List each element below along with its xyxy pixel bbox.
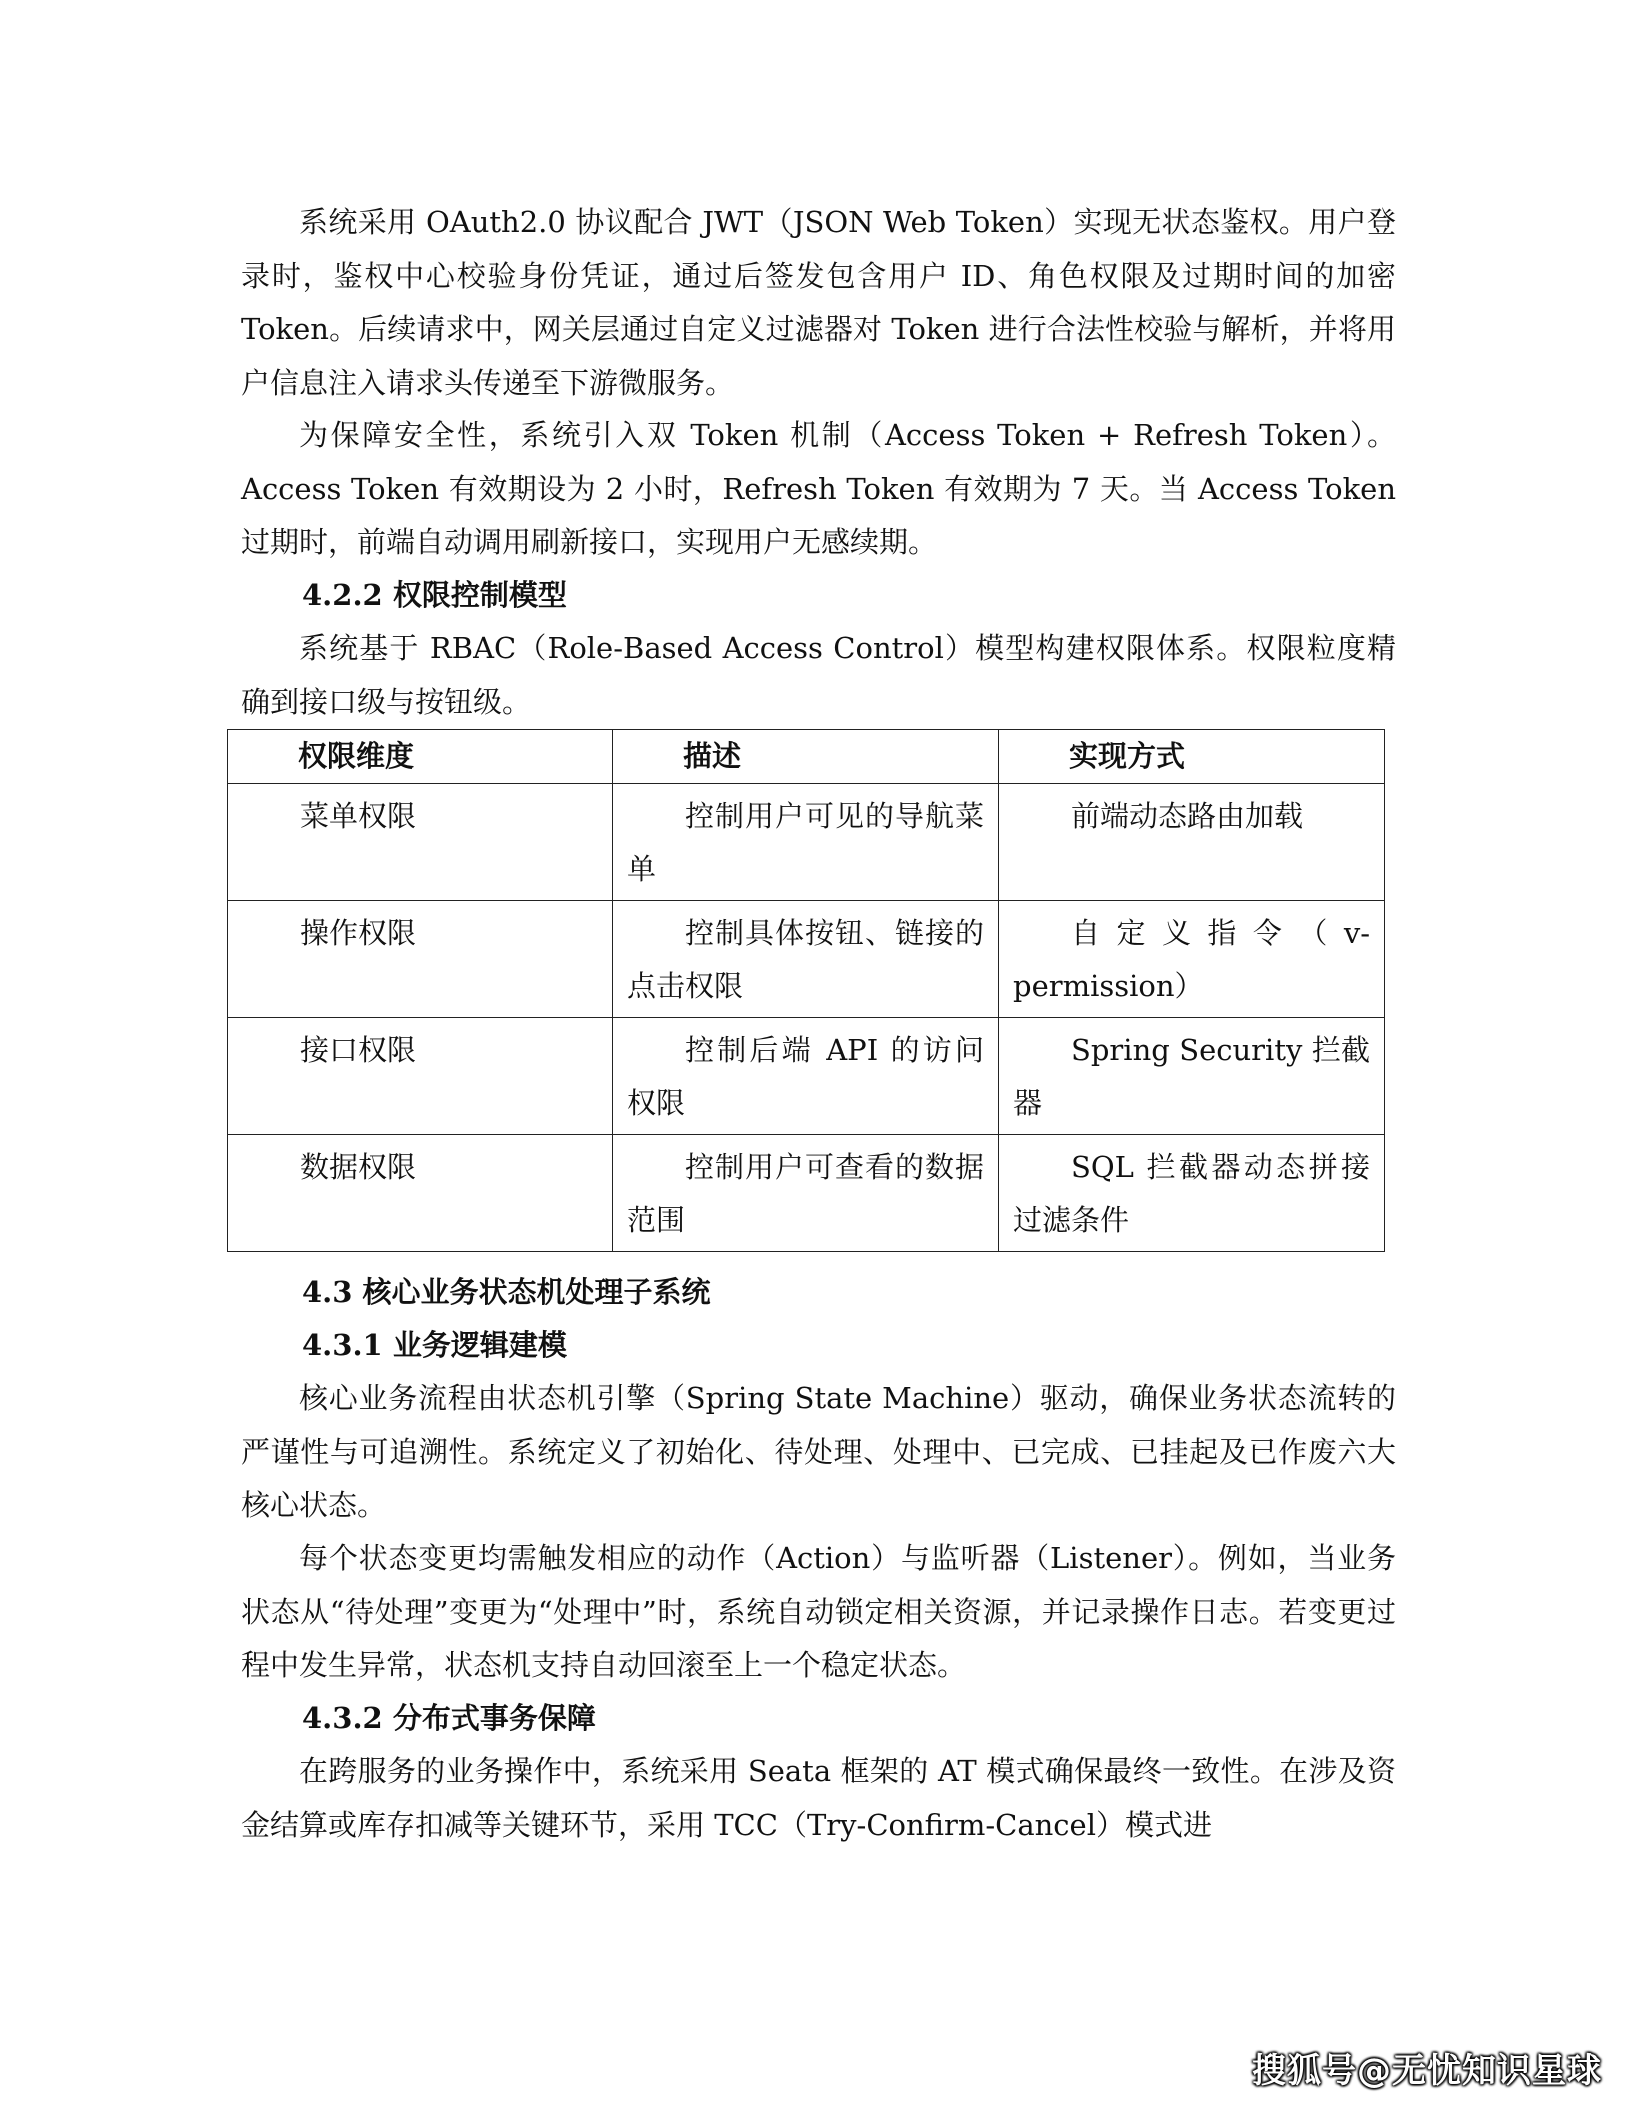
table-cell: 控制用户可见的导航菜单 [613, 784, 999, 901]
table-row [228, 901, 1385, 1018]
heading-4-3-2: 4.3.2 分布式事务保障 [302, 1701, 596, 1735]
table-header-cell: 描述 [613, 730, 999, 784]
table-cell: 数据权限 [228, 1135, 613, 1252]
heading-4-2-2: 4.2.2 权限控制模型 [302, 578, 567, 612]
table-cell: 控制具体按钮、链接的点击权限 [613, 901, 999, 1018]
table-cell: SQL 拦截器动态拼接过滤条件 [999, 1135, 1385, 1252]
heading-4-3: 4.3 核心业务状态机处理子系统 [302, 1275, 711, 1309]
heading-4-3-1: 4.3.1 业务逻辑建模 [302, 1328, 567, 1362]
table-row [228, 1018, 1385, 1135]
table-cell: 控制后端 API 的访问权限 [613, 1018, 999, 1135]
table-cell: 操作权限 [228, 901, 613, 1018]
paragraph-dual-token: 为保障安全性，系统引入双 Token 机制（Access Token + Refresh Token）。Access Token 有效期设为 2 小时，Refresh Token 有效期为 7 天。当 Access Token 过期时，前端自动调用刷新接口，实现用户无感续期。 [241, 418, 1396, 559]
watermark: 搜狐号@无忧知识星球 [1252, 2051, 1602, 2091]
table-cell: 前端动态路由加载 [999, 784, 1385, 901]
table-row [228, 1135, 1385, 1252]
table-row [228, 784, 1385, 901]
table-cell: 接口权限 [228, 1018, 613, 1135]
table-cell: 菜单权限 [228, 784, 613, 901]
paragraph-oauth-jwt: 系统采用 OAuth2.0 协议配合 JWT（JSON Web Token）实现无状态鉴权。用户登录时，鉴权中心校验身份凭证，通过后签发包含用户 ID、角色权限及过期时间的加密 Token。后续请求中，网关层通过自定义过滤器对 Token 进行合法性校验与解析，并将用户信息注入请求头传递至下游微服务。 [241, 205, 1396, 400]
table-header-cell: 权限维度 [228, 730, 613, 784]
paragraph-rbac: 系统基于 RBAC（Role-Based Access Control）模型构建权限体系。权限粒度精确到接口级与按钮级。 [241, 631, 1396, 719]
table-cell: 控制用户可查看的数据范围 [613, 1135, 999, 1252]
table-header-row [228, 730, 1385, 784]
table-cell: 自定义指令（v-permission） [999, 901, 1385, 1018]
paragraph-distributed-transaction: 在跨服务的业务操作中，系统采用 Seata 框架的 AT 模式确保最终一致性。在涉及资金结算或库存扣减等关键环节，采用 TCC（Try-Confirm-Cancel）模式进 [241, 1754, 1396, 1842]
table-cell: Spring Security 拦截器 [999, 1018, 1385, 1135]
table-header-cell: 实现方式 [999, 730, 1385, 784]
paragraph-state-machine: 核心业务流程由状态机引擎（Spring State Machine）驱动，确保业务状态流转的严谨性与可追溯性。系统定义了初始化、待处理、处理中、已完成、已挂起及已作废六大核心状态。 [241, 1381, 1396, 1522]
permission-table [227, 729, 1385, 1252]
paragraph-state-change: 每个状态变更均需触发相应的动作（Action）与监听器（Listener）。例如，当业务状态从“待处理”变更为“处理中”时，系统自动锁定相关资源，并记录操作日志。若变更过程中发生异常，状态机支持自动回滚至上一个稳定状态。 [241, 1541, 1396, 1682]
